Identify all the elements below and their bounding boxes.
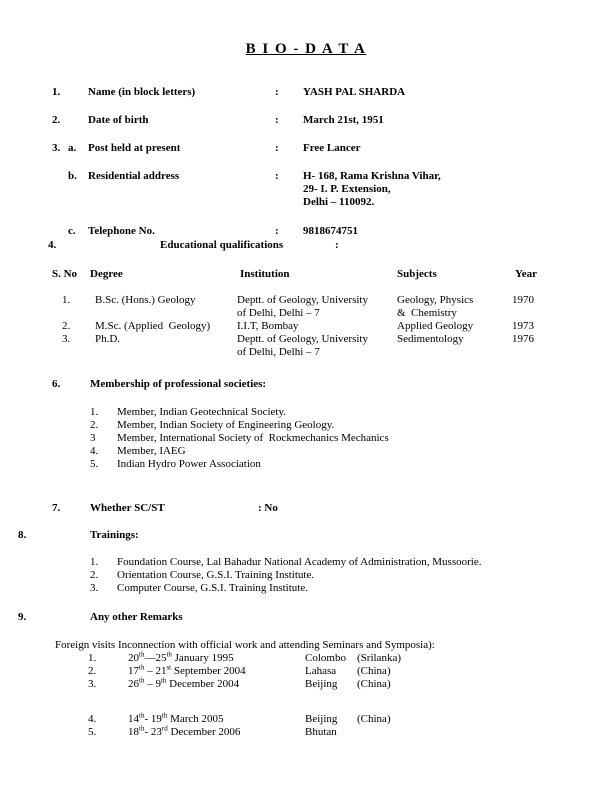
edu-institution-line: of Delhi, Delhi – 7: [237, 346, 320, 358]
item-name: [0, 86, 612, 99]
edu-subjects-line: Geology, Physics: [397, 294, 474, 306]
visit-place: Colombo: [305, 652, 346, 664]
edu-year: 1973: [512, 320, 534, 332]
membership-item-number: 4.: [90, 445, 99, 457]
edu-header-year: Year: [515, 268, 537, 280]
edu-sno: 3.: [62, 333, 71, 345]
section-value: : No: [258, 502, 278, 514]
item-value: March 21st, 1951: [303, 114, 384, 126]
edu-institution: [237, 294, 397, 320]
item-label: Residential address: [88, 170, 180, 182]
membership-item-number: 3: [90, 432, 96, 444]
section-title: Trainings:: [90, 529, 139, 541]
item-subletter: [68, 86, 88, 99]
membership-item: [0, 445, 612, 458]
section-title: Membership of professional societies:: [90, 378, 267, 390]
visit-place: Lahasa: [305, 665, 337, 677]
address-line-3: Delhi – 110092.: [303, 196, 375, 208]
item-label: Date of birth: [88, 114, 149, 126]
education-table: [52, 268, 612, 359]
membership-item-number: 2.: [90, 419, 99, 431]
visit-place: Beijing: [305, 713, 338, 725]
edu-table-row: [52, 333, 612, 359]
membership-item: [0, 432, 612, 445]
item-colon: :: [275, 86, 279, 98]
item-value: [303, 170, 612, 209]
membership-item-text: Indian Hydro Power Association: [117, 458, 261, 470]
section-trainings: [0, 529, 612, 542]
membership-item-text: Member, Indian Geotechnical Society.: [117, 406, 286, 418]
visit-row: [0, 713, 612, 726]
item-value: Free Lancer: [303, 142, 361, 154]
visit-country: (Srilanka): [357, 652, 401, 664]
membership-item: [0, 458, 612, 471]
membership-item-number: 5.: [90, 458, 99, 470]
address-line-2: 29- I. P. Extension,: [303, 183, 391, 195]
edu-subjects-line: Applied Geology: [397, 320, 474, 332]
edu-sno: 1.: [62, 294, 71, 306]
item-colon: :: [335, 239, 339, 251]
item-number: [52, 225, 68, 238]
visit-country: (China): [357, 713, 391, 725]
visit-number: 5.: [88, 726, 97, 738]
training-item: [0, 569, 612, 582]
training-item-number: 2.: [90, 569, 99, 581]
visit-country: (China): [357, 678, 391, 690]
training-item-number: 3.: [90, 582, 99, 594]
item-label: Post held at present: [88, 142, 181, 154]
section-number: 7.: [52, 502, 61, 514]
item-colon: :: [275, 225, 279, 237]
visit-date: 17th – 21st September 2004: [128, 663, 246, 677]
education-table-header: [52, 268, 612, 281]
item-number: [52, 170, 68, 209]
edu-degree-line: Ph.D.: [95, 333, 121, 345]
visit-place: Beijing: [305, 678, 338, 690]
item-education-heading: [0, 239, 612, 252]
edu-sno: 2.: [62, 320, 71, 332]
visit-date: 20th—25th January 1995: [128, 650, 234, 664]
item-colon: :: [275, 170, 279, 182]
edu-degree-line: M.Sc. (Applied Geology): [95, 320, 211, 332]
item-number: 4.: [48, 239, 57, 251]
address-line-1: H- 168, Rama Krishna Vihar,: [303, 170, 441, 182]
membership-item-text: Member, IAEG: [117, 445, 186, 457]
edu-institution-line: Deptt. of Geology, University: [237, 333, 368, 345]
membership-item-text: Member, International Society of Rockmechanics Mechanics: [117, 432, 389, 444]
visit-row: [0, 726, 612, 739]
section-label: Whether SC/ST: [90, 502, 165, 514]
edu-institution-line: I.I.T, Bombay: [237, 320, 299, 332]
section-number: 9.: [18, 611, 27, 623]
visit-place: Bhutan: [305, 726, 337, 738]
item-label: Name (in block letters): [88, 86, 196, 98]
section-remarks: [0, 611, 612, 624]
edu-institution: [237, 333, 397, 359]
item-number: 3.: [52, 142, 61, 154]
visit-number: 1.: [88, 652, 97, 664]
membership-item-number: 1.: [90, 406, 99, 418]
item-post: [0, 142, 612, 155]
visit-country: (China): [357, 665, 391, 677]
item-subletter: a.: [68, 142, 77, 154]
edu-table-row: [52, 320, 612, 333]
edu-header-sno: S. No: [52, 268, 78, 280]
training-item: [0, 556, 612, 569]
visit-number: 2.: [88, 665, 97, 677]
edu-degree-line: B.Sc. (Hons.) Geology: [95, 294, 196, 306]
edu-table-body: [52, 294, 612, 359]
edu-subjects: [397, 320, 512, 333]
item-phone: [0, 225, 612, 238]
edu-year: 1970: [512, 294, 534, 306]
edu-table-row: [52, 294, 612, 320]
visit-row: [0, 678, 612, 691]
edu-institution-line: Deptt. of Geology, University: [237, 294, 368, 306]
item-number: 2.: [52, 114, 61, 126]
section-number: 6.: [52, 378, 61, 390]
visit-date: 18th- 23rd December 2006: [128, 724, 241, 738]
foreign-visits-intro: Foreign visits Inconnection with official work and attending Seminars and Symposia):: [55, 639, 435, 651]
visit-country: [357, 726, 612, 739]
edu-institution-line: of Delhi, Delhi – 7: [237, 307, 320, 319]
membership-list: [0, 406, 612, 471]
edu-subjects: [397, 294, 512, 320]
edu-degree: [90, 294, 237, 320]
item-address: [0, 170, 612, 209]
membership-item: [0, 419, 612, 432]
membership-item: [0, 406, 612, 419]
section-title: Any other Remarks: [90, 611, 183, 623]
visit-number: 4.: [88, 713, 97, 725]
training-item-text: Foundation Course, Lal Bahadur National Academy of Administration, Mussoorie.: [117, 556, 482, 568]
item-label: Telephone No.: [88, 225, 155, 237]
edu-year: 1976: [512, 333, 534, 345]
edu-institution: [237, 320, 397, 333]
edu-degree: [90, 320, 237, 333]
item-value: YASH PAL SHARDA: [303, 86, 406, 98]
section-sc-st: [0, 502, 612, 515]
edu-header-subjects: Subjects: [397, 268, 437, 280]
visit-date: 14th- 19th March 2005: [128, 711, 224, 725]
edu-subjects-line: Sedimentology: [397, 333, 464, 345]
training-item: [0, 582, 612, 595]
trainings-list: [0, 556, 612, 595]
item-colon: :: [275, 142, 279, 154]
page-title: B I O - D A T A: [245, 41, 367, 57]
training-item-number: 1.: [90, 556, 99, 568]
item-value: 9818674751: [303, 225, 358, 237]
edu-degree: [90, 333, 237, 359]
edu-header-degree: Degree: [90, 268, 123, 280]
item-subletter: c.: [68, 225, 76, 237]
visit-number: 3.: [88, 678, 97, 690]
item-subletter: [68, 114, 88, 127]
item-subletter: b.: [68, 170, 77, 182]
visit-row: [0, 652, 612, 665]
training-item-text: Orientation Course, G.S.I. Training Institute.: [117, 569, 315, 581]
edu-subjects-line: & Chemistry: [397, 307, 457, 319]
visit-row: [0, 665, 612, 678]
section-number: 8.: [18, 529, 27, 541]
membership-item-text: Member, Indian Society of Engineering Geology.: [117, 419, 335, 431]
edu-subjects: [397, 333, 512, 359]
training-item-text: Computer Course, G.S.I. Training Institute.: [117, 582, 308, 594]
visit-date: 26th – 9th December 2004: [128, 676, 240, 690]
section-membership: [0, 378, 612, 391]
item-label: Educational qualifications: [160, 239, 284, 251]
foreign-visits-list: [0, 652, 612, 739]
item-colon: :: [275, 114, 279, 126]
item-number: 1.: [52, 86, 61, 98]
item-dob: [0, 114, 612, 127]
edu-header-institution: Institution: [240, 268, 290, 280]
